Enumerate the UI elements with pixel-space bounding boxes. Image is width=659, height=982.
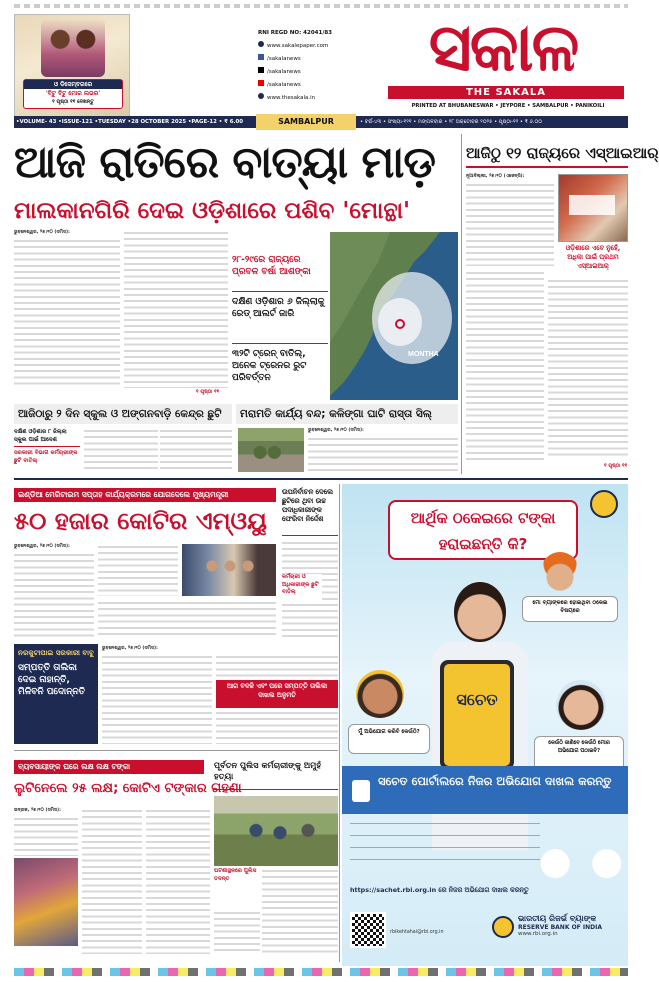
promo-banner	[23, 79, 123, 109]
promo-box[interactable]	[14, 14, 130, 126]
hire-highlight: ଆଗ ବଦଳି ଏବଂ ପରେ ସମ୍ପତ୍ତି ତାଲିକା ଦାଖଲ ଅନୁମତି	[216, 680, 338, 708]
website-link[interactable]: www.sakalepaper.com	[258, 40, 368, 53]
youtube-link[interactable]: /sakalanews	[258, 79, 368, 92]
sir-body-lines-1	[466, 270, 544, 460]
facebook-link[interactable]: /sakalanews	[258, 53, 368, 66]
mid-strip-dateline: ଭୁବନେଶ୍ୱର, ୨୭।୧୦ (ସମିସ):	[308, 428, 364, 433]
lead-body-col1-lines	[14, 238, 120, 388]
mou-dateline: ଭୁବନେଶ୍ୱର, ୨୭।୧୦ (ସମିସ):	[14, 544, 70, 549]
man-left-avatar	[356, 670, 404, 718]
loot-kicker: ବ୍ୟବସାୟୀଙ୍କ ଘରେ ଲକ୍ଷ ଲକ୍ଷ ଟଙ୍କା	[14, 760, 204, 774]
rbi-top-logo	[590, 490, 618, 518]
twitter-icon	[258, 67, 264, 73]
hire-body-2	[216, 654, 338, 678]
volume-line: •VOLUME- 43 •ISSUE-121 •TUESDAY •28 OCTOBER 2025 •PAGE-12 • ₹ 6.00	[16, 119, 244, 125]
ad-banner[interactable]	[342, 766, 628, 814]
loot-body-3	[146, 808, 210, 954]
ad-contact: rbikehtahai@rbi.org.in	[390, 930, 444, 935]
odia-date-line: • ବର୍ଷ-୪୩ • ସଂଖ୍ୟା-୧୨୧ • ମଙ୍ଗଳବାର • ୨୮ ଅକ୍ଟୋବର ୨୦୨୫ • ପୃଷ୍ଠା-୧୨ • ₹ ୬.୦୦	[360, 119, 543, 125]
mou-body-3	[98, 600, 276, 638]
ad-bullets	[350, 820, 540, 870]
mou-photo	[182, 544, 276, 596]
rbi-org-odia: ଭାରତୀୟ ରିଜର୍ଭ ବ୍ୟାଙ୍କ	[518, 914, 597, 923]
ad-headline-box: ଆର୍ଥିକ ଠକେଇରେ ଟଙ୍କା ହରାଇଛନ୍ତି କି?	[388, 500, 578, 560]
promo-people-image	[41, 19, 105, 77]
lead-headline[interactable]: ଆଜି ରାତିରେ ବାତ୍ୟା ମାଡ଼	[14, 137, 435, 188]
lead-point-2: ଦକ୍ଷିଣ ଓଡ଼ିଶାର ୬ ଜିଲ୍ଲାକୁ ରେଡ୍ ଆଲର୍ଟ ଜାରି	[232, 292, 328, 344]
mid-strip-sub-1: ଦକ୍ଷିଣ ଓଡ଼ିଶାର ୮ ଜିଲ୍ଲା ସ୍କୁଲ ପାଇଁ ଆଦେଶ	[14, 428, 80, 447]
site2-link[interactable]: www.thesakala.in	[258, 92, 368, 105]
election-office-photo	[558, 174, 628, 242]
bubble-left: ମୁଁ ଅଭିଯୋଗ କରିବି କେଉଁଠି?	[348, 724, 430, 754]
lead-subhead: ମାଲକାନଗିରି ଦେଇ ଓଡ଼ିଶାରେ ପଶିବ 'ମୋନ୍ଥା'	[14, 198, 411, 224]
rbi-advert[interactable]	[342, 484, 628, 966]
sir-photo-caption: ଓଡ଼ିଶାରେ ଏବେ ନୁହେଁ, ଅଧିକା ପାଇଁ ପ୍ରଥମ ଏସ୍ଆଇଆର୍	[565, 244, 621, 270]
lead-point-3: ୩୨ଟି ଟ୍ରେନ୍ ବାତିଲ୍, ଅନେକ ଟ୍ରେନର ରୁଟ ପରିବର୍ତ୍ତନ	[232, 349, 307, 383]
sir-headline[interactable]: ଆଜିଠୁ ୧୨ ରାଜ୍ୟରେ ଏସ୍ଆଇଆର୍	[466, 138, 628, 168]
promo-line-3: ୧ ପୃଷ୍ଠା ୧୧ ଦେଖନ୍ତୁ	[52, 99, 94, 105]
ad-mascots	[538, 830, 624, 886]
rbi-footer	[518, 914, 626, 937]
column-rule-right	[461, 134, 462, 474]
color-strip-bottom	[14, 968, 628, 976]
column-rule-mid	[339, 484, 340, 962]
youtube-icon	[258, 80, 264, 86]
facebook-icon	[258, 54, 264, 60]
globe-icon	[258, 93, 264, 99]
twitter-link[interactable]: /sakalanews	[258, 66, 368, 79]
man-turban-avatar	[540, 552, 580, 594]
hire-body-1	[102, 654, 212, 744]
newspaper-logo[interactable]: ସକାଳ	[428, 8, 578, 86]
map-label: MONTHA	[408, 351, 439, 358]
ad-banner-text: ସଚେତ ପୋର୍ଟାଲରେ ନିଜର ଅଭିଯୋଗ ଦାଖଲ କରନ୍ତୁ	[378, 774, 612, 788]
hire-dateline: ଭୁବନେଶ୍ୱର, ୨୭।୧୦ (ସମିସ):	[102, 646, 158, 651]
lead-dateline: ଭୁବନେଶ୍ୱର, ୨୭।୧୦ (ସମିସ):	[14, 230, 70, 235]
loot-headline[interactable]: ଲୁଟିନେଲେ ୨୫ ଲକ୍ଷ; କୋଟିଏ ଟଙ୍କାର ଗହଣା	[14, 781, 242, 796]
loot-body-1	[14, 816, 78, 856]
mid-strip-sub-2: ସରକାରୀ ବିଭାଗ କର୍ମଚାରୀଙ୍କ ଛୁଟି ବାତିଲ୍	[14, 450, 78, 464]
mou-kicker: ଇଣ୍ଡିଆ ମେରିଟାଇମ ସପ୍ତାହ କାର୍ଯ୍ୟକ୍ରମରେ ଯୋଗଦେଲେ ମୁଖ୍ୟମନ୍ତ୍ରୀ	[14, 488, 276, 502]
cyclone-map[interactable]	[330, 232, 458, 400]
office-signboard	[569, 195, 615, 215]
murder-caption: ଘଟଣାସ୍ଥଳରେ ପୁଲିସ ତଦନ୍ତ	[214, 868, 257, 882]
murder-police-figures	[244, 812, 324, 858]
hire-box	[14, 644, 98, 744]
edition-badge[interactable]: SAMBALPUR	[256, 114, 356, 130]
murder-photo	[214, 796, 338, 866]
section-divider-2	[14, 750, 338, 751]
loot-dateline: ଭଦ୍ରକ, ୨୭।୧୦ (ସମିସ):	[14, 808, 61, 813]
bubble-top: ମୋ ବ୍ୟାଙ୍କରେ ହୋଇଥିବା ଠକେଇ ବିଷୟରେ	[522, 596, 618, 622]
hire-kicker: ନରକୁଟାପାଇ ସରକାରୀ ବାବୁ	[18, 648, 94, 657]
promo-line-1: ଓ ଡିସେମ୍ବରରେ	[24, 80, 122, 89]
promo-line-2: 'ବିଟୁ ବିଟୁ ମୋର ଲଭର'	[45, 90, 101, 97]
mid-strip-body-1	[84, 428, 158, 472]
rbi-org-en: RESERVE BANK OF INDIA	[518, 924, 602, 931]
murder-body-2	[214, 910, 260, 954]
mid-strip-subpoints	[14, 428, 80, 472]
mou-people	[200, 554, 260, 594]
murder-body-1	[262, 868, 338, 954]
mid-strip-left-head[interactable]: ଆଜିଠାରୁ ୨ ଦିନ ସ୍କୁଲ ଓ ଅଙ୍ଗନବାଡ଼ି କେନ୍ଦ୍ର ଛୁଟି	[14, 404, 232, 424]
lead-body-col2-lines	[124, 230, 228, 388]
printed-at: PRINTED AT BHUBANESWAR • JEYPORE • SAMBALPUR • PANIKOILI	[411, 103, 605, 109]
mou-body-1	[14, 552, 94, 638]
globe-icon	[258, 41, 264, 47]
mou-headline[interactable]: ୫୦ ହଜାର କୋଟିର ଏମ୍ଓୟୁ	[14, 507, 267, 535]
hire-headline[interactable]: ସମ୍ପତ୍ତି ତାଲିକା ଦେଇ ନାହାନ୍ତି, ମିଳିବନି ପଦୋନ୍ନତି	[18, 663, 86, 697]
phone-label: ସଚେତ	[456, 690, 498, 709]
woman-right-avatar	[556, 680, 606, 730]
section-divider	[14, 478, 628, 480]
bubble-right: କେଉଁଠି ଜାଣିବେ କେଉଁଠି ମୋର ଅଭିଯୋଗ ପଠାଇବି?	[534, 736, 624, 772]
mid-strip-body-3	[308, 436, 458, 472]
loot-photo	[14, 858, 78, 946]
rbi-seal-icon	[492, 916, 514, 938]
sir-continued[interactable]: ୧ ପୃଷ୍ଠା ୧୧	[604, 463, 628, 469]
phone-mockup	[440, 660, 514, 770]
police-figures	[252, 442, 284, 468]
rni-number: RNI REGD NO: 42041/83	[258, 30, 332, 36]
sir-body-top-lines	[466, 182, 554, 266]
hire-body-3	[216, 710, 338, 744]
phone-screen	[444, 664, 510, 766]
qr-code[interactable]	[350, 912, 386, 948]
mid-strip-right-head[interactable]: ମରାମତି କାର୍ଯ୍ୟ ବନ୍ଦ; କଳିଙ୍ଗା ଘାଟି ରାସ୍ତା ସିଲ୍	[236, 404, 458, 424]
murder-head[interactable]: ପୂର୍ବତନ ପୁଲିସ କର୍ମଚାରୀଙ୍କୁ ଅମୁହଁ ହତ୍ୟା	[214, 760, 338, 790]
ad-url[interactable]: https://sachet.rbi.org.in ରେ ନିଜର ଅଭିଯୋଗ ଦାଖଲ କରନ୍ତୁ	[350, 886, 529, 894]
bypoll-caption: କର୍ମଚାରୀ ଓ ଅଧିକାରୀଙ୍କ ଛୁଟି ବାତିଲ୍	[282, 574, 322, 604]
loot-body-2	[82, 808, 142, 954]
masthead-links	[258, 27, 368, 105]
sir-dateline: ନୂଆଦିଲ୍ଲୀ, ୨୭।୧୦ (ଏଜେନ୍ସି):	[466, 174, 525, 179]
woman-head	[454, 582, 506, 642]
sir-body-lines-2	[548, 278, 628, 460]
ghati-road-photo	[238, 428, 304, 472]
bypoll-head[interactable]: ଉପନିର୍ବାଚନ ଦେଲେ ଛୁଟିରେ ଥିବା ଉଚ୍ଚ ପଦାଧିକାରୀଙ୍କ ଫେରିବା ନିର୍ଦ୍ଦେଶ	[282, 488, 338, 536]
ad-banner-icon	[352, 780, 370, 802]
logo-english-band: THE SAKALA	[388, 86, 624, 99]
mid-strip-body-2	[160, 428, 232, 472]
lead-point-1: ୨୮-୨୯ରେ ରାଜ୍ୟରେ ପ୍ରବଳ ବର୍ଷା ଆଶଙ୍କା	[232, 250, 328, 292]
color-strip-top	[14, 4, 628, 8]
lead-point-box	[232, 250, 328, 396]
mou-body-2	[98, 544, 178, 596]
lead-continued[interactable]: ୧ ପୃଷ୍ଠା ୧୧	[196, 389, 220, 395]
rbi-url[interactable]: www.rbi.org.in	[518, 931, 558, 937]
